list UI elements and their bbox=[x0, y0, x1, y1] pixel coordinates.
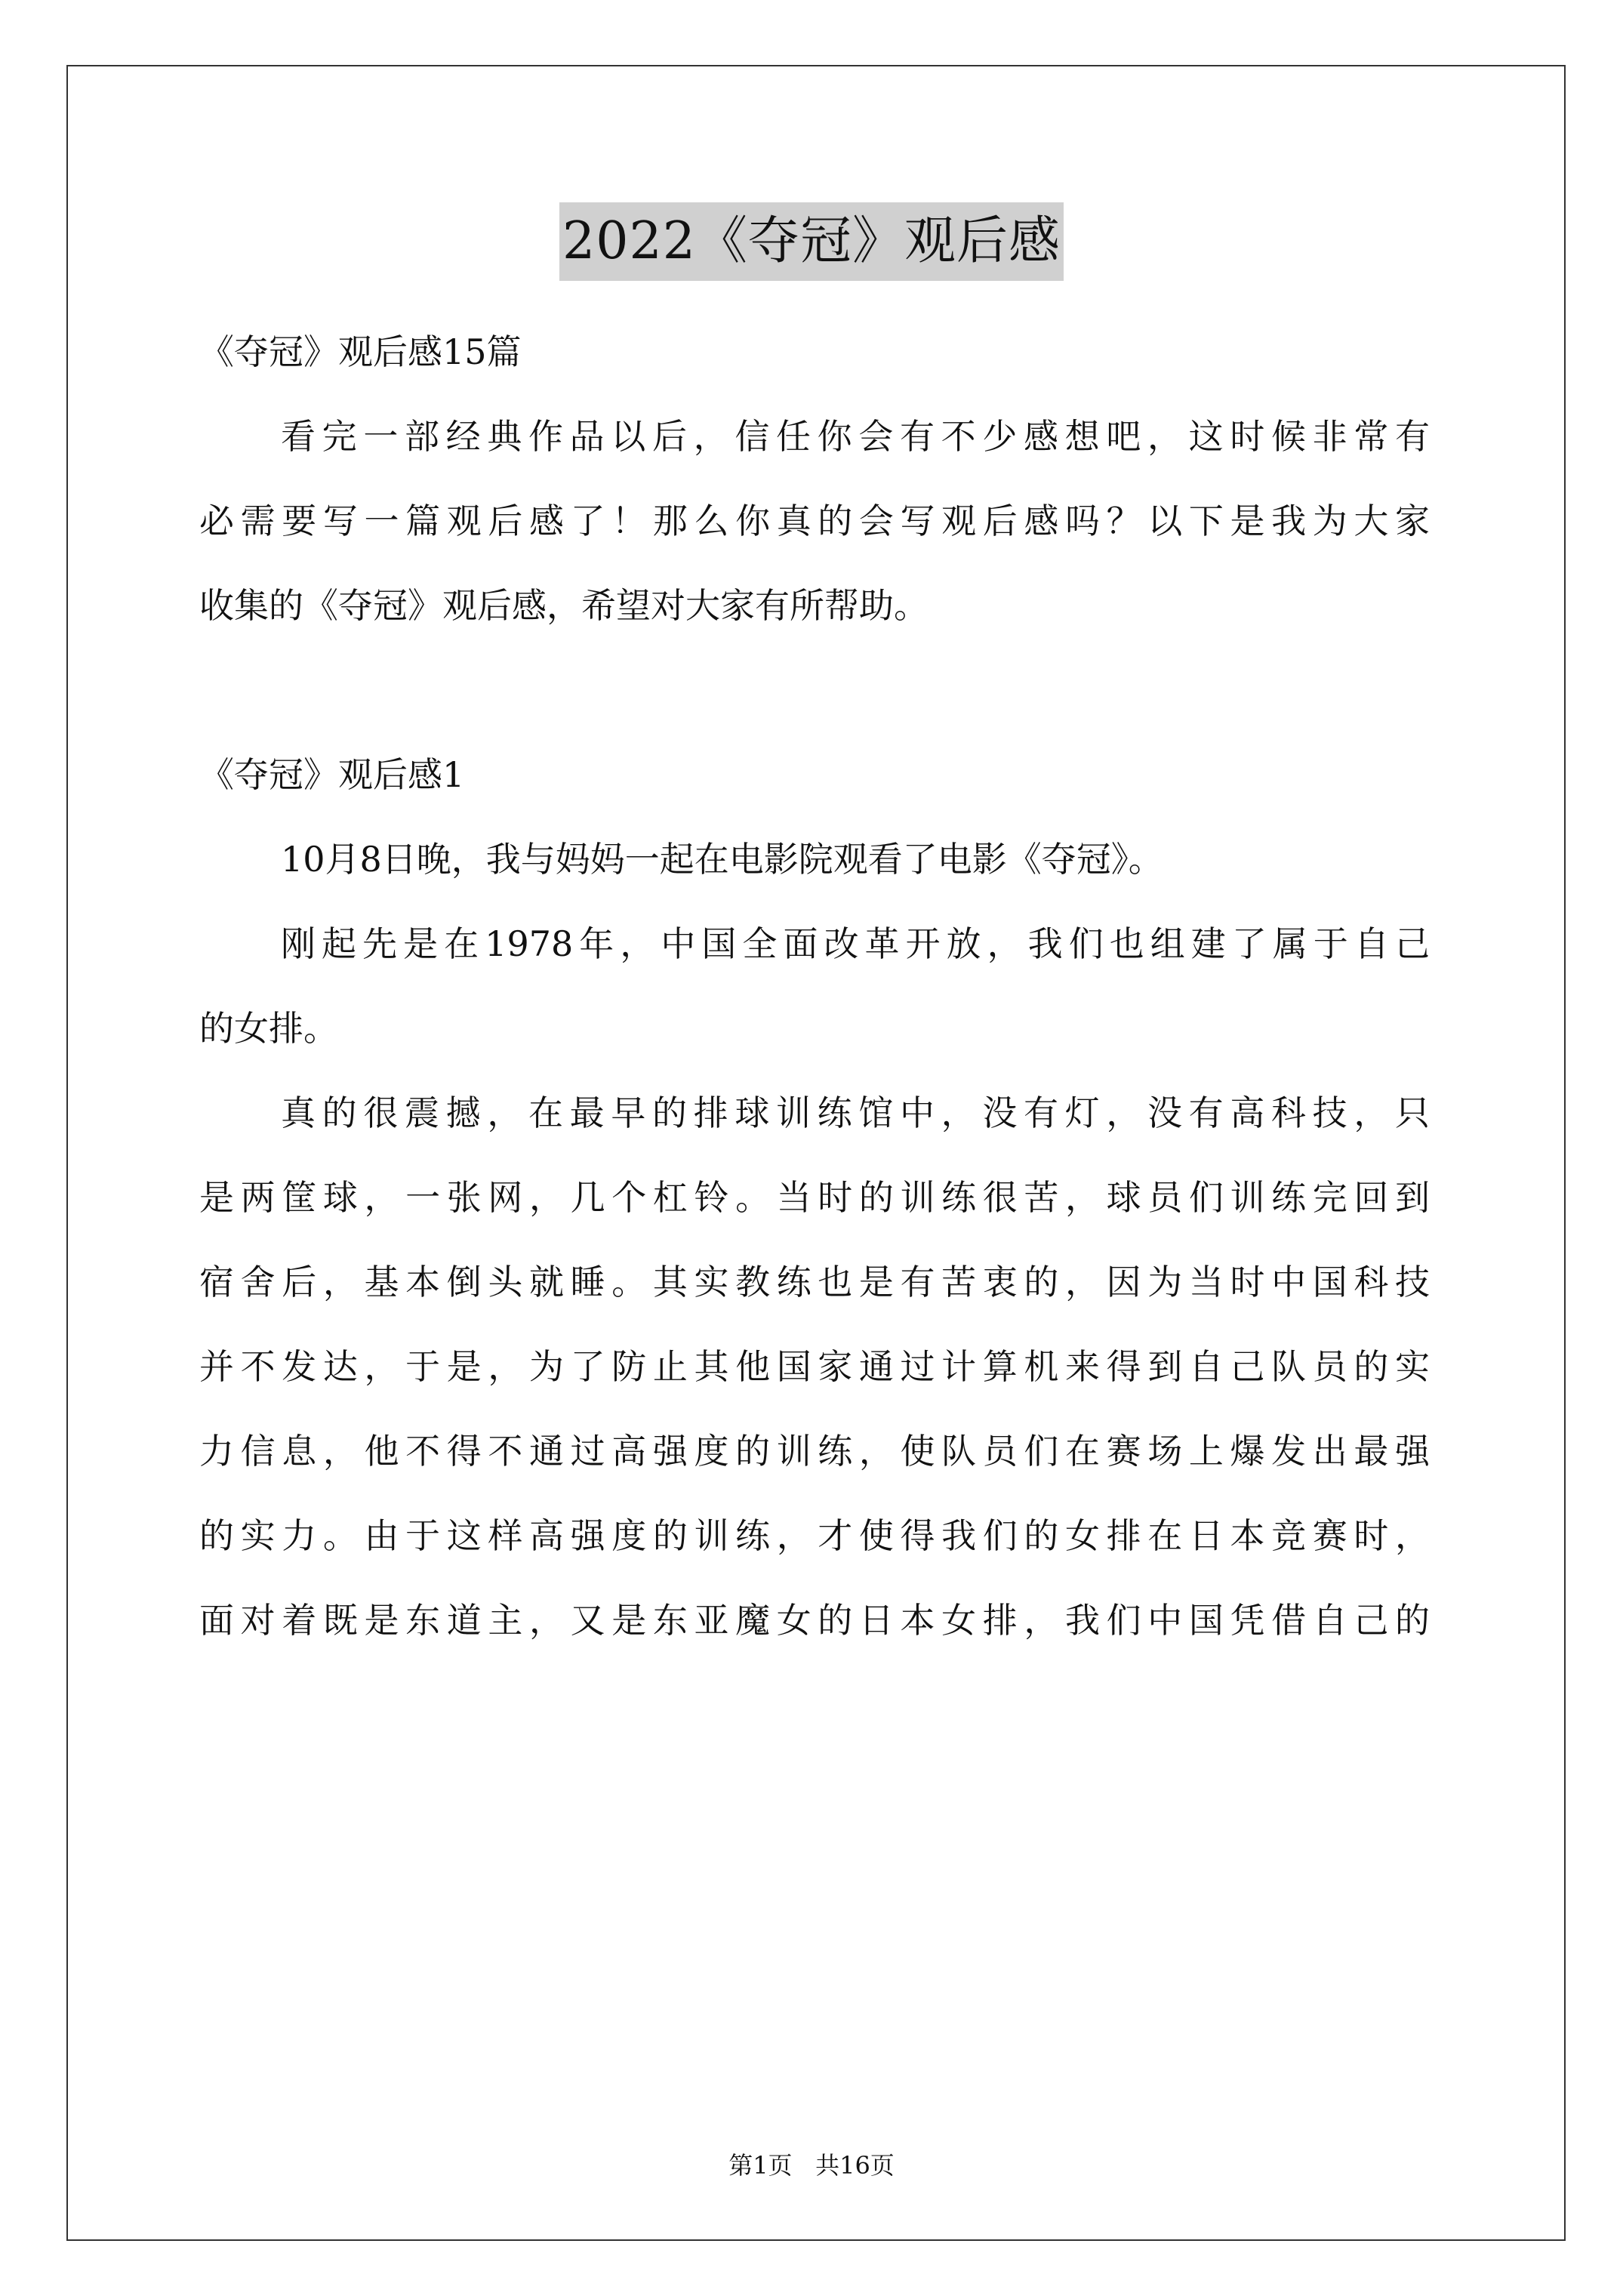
paragraph-line: 的女排。 bbox=[199, 1008, 338, 1049]
page-total: 共16页 bbox=[815, 2151, 895, 2180]
title-container bbox=[0, 202, 1623, 281]
intro-line: 看完一部经典作品以后，信任你会有不少感想吧，这时候非常有 bbox=[281, 416, 1430, 457]
paragraph-line: 是两筐球，一张网，几个杠铃。当时的训练很苦，球员们训练完回到 bbox=[199, 1177, 1430, 1218]
paragraph-line: 力信息，他不得不通过高强度的训练，使队员们在赛场上爆发出最强 bbox=[199, 1431, 1430, 1472]
blank-line bbox=[199, 648, 1430, 732]
paragraph-line: 10月8日晚，我与妈妈一起在电影院观看了电影《夺冠》。 bbox=[281, 839, 1163, 880]
paragraph-line: 刚起先是在1978年，中国全面改革开放，我们也组建了属于自己 bbox=[281, 923, 1430, 964]
paragraph-line: 并不发达，于是，为了防止其他国家通过计算机来得到自己队员的实 bbox=[199, 1346, 1430, 1387]
footer-spacer bbox=[793, 2151, 816, 2180]
page-number: 第1页 bbox=[728, 2151, 793, 2180]
section-heading: 《夺冠》观后感15篇 bbox=[199, 331, 522, 372]
page-footer bbox=[0, 2150, 1623, 2180]
intro-line: 收集的《夺冠》观后感，希望对大家有所帮助。 bbox=[199, 585, 929, 626]
essay-heading: 《夺冠》观后感1 bbox=[199, 754, 465, 795]
paragraph-line: 宿舍后，基本倒头就睡。其实教练也是有苦衷的，因为当时中国科技 bbox=[199, 1262, 1430, 1302]
document-title: 2022《夺冠》观后感 bbox=[559, 202, 1064, 281]
paragraph-line: 的实力。由于这样高强度的训练，才使得我们的女排在日本竞赛时， bbox=[199, 1515, 1430, 1556]
paragraph-line: 真的很震撼，在最早的排球训练馆中，没有灯，没有高科技，只 bbox=[281, 1093, 1430, 1133]
document-body bbox=[199, 310, 1430, 1663]
intro-line: 必需要写一篇观后感了！那么你真的会写观后感吗？以下是我为大家 bbox=[199, 501, 1430, 541]
paragraph-line: 面对着既是东道主，又是东亚魔女的日本女排，我们中国凭借自己的 bbox=[199, 1600, 1430, 1641]
